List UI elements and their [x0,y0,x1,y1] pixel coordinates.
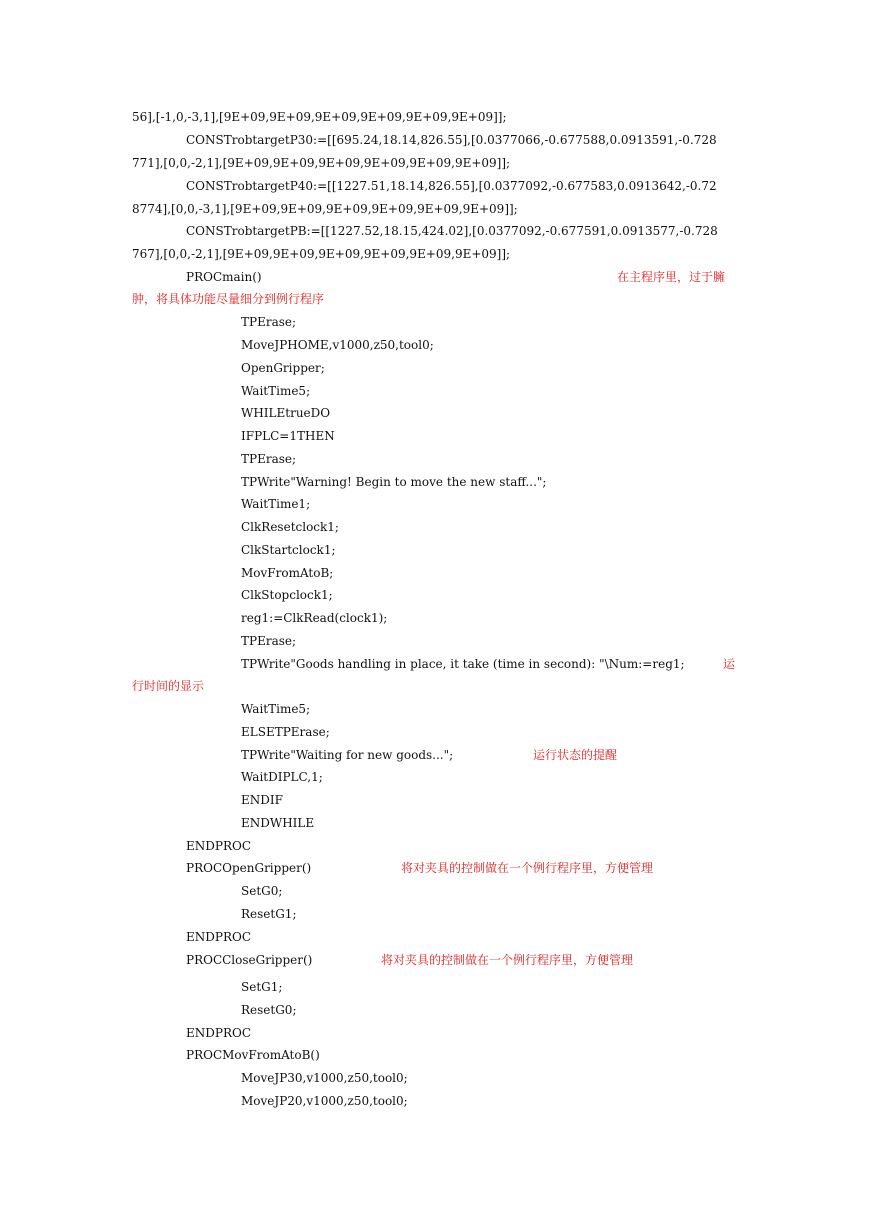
code-line: ENDPROC [186,930,252,944]
code-line: TPErase; [241,315,297,329]
code-line: 56],[-1,0,-3,1],[9E+09,9E+09,9E+09,9E+09,9E+09,9E+09]]; [132,110,507,124]
code-line: TPErase; [241,452,297,466]
code-line: ResetG0; [241,1003,297,1017]
code-line: CONSTrobtargetP30:=[[695.24,18.14,826.55],[0.0377066,-0.677588,0.0913591,-0.728 [186,133,717,147]
code-line: TPErase; [241,634,297,648]
code-line: WaitTime5; [241,384,311,398]
code-line: 8774],[0,0,-3,1],[9E+09,9E+09,9E+09,9E+09,9E+09,9E+09]]; [132,202,518,216]
code-line: OpenGripper; [241,361,325,375]
code-line: SetG1; [241,980,283,994]
annotation-note: 在主程序里，过于臃 [617,270,726,284]
code-line: PROCOpenGripper() [186,861,312,875]
code-line: IFPLC=1THEN [241,429,335,443]
code-line: MoveJPHOME,v1000,z50,tool0; [241,338,434,352]
code-line: CONSTrobtargetP40:=[[1227.51,18.14,826.55],[0.0377092,-0.677583,0.0913642,-0.72 [186,179,717,193]
code-line: TPWrite"Goods handling in place, it take (time in second): "\Num:=reg1; [241,657,685,671]
code-line: ENDPROC [186,839,252,853]
code-line: PROCMovFromAtoB() [186,1048,320,1062]
code-line: TPWrite"Warning! Begin to move the new staff..."; [241,475,547,489]
code-line: ENDWHILE [241,816,315,830]
code-line: PROCmain() [186,270,262,284]
code-line: WaitTime1; [241,497,311,511]
code-line: ENDPROC [186,1026,252,1040]
code-line: 771],[0,0,-2,1],[9E+09,9E+09,9E+09,9E+09,9E+09,9E+09]]; [132,156,511,170]
annotation-note: 将对夹具的控制做在一个例行程序里，方便管理 [381,953,634,967]
code-line: MovFromAtoB; [241,566,334,580]
annotation-note: 行时间的显示 [132,679,205,693]
code-line: WHILEtrueDO [241,406,331,420]
code-line: MoveJP20,v1000,z50,tool0; [241,1094,408,1108]
code-line: ResetG1; [241,907,297,921]
code-line: reg1:=ClkRead(clock1); [241,611,388,625]
code-line: ClkStartclock1; [241,543,336,557]
code-line: MoveJP30,v1000,z50,tool0; [241,1071,408,1085]
code-line: TPWrite"Waiting for new goods..."; [241,748,454,762]
code-line: ClkResetclock1; [241,520,339,534]
code-line: ENDIF [241,793,283,807]
code-line: WaitDIPLC,1; [241,770,323,784]
code-line: SetG0; [241,884,283,898]
code-line: 767],[0,0,-2,1],[9E+09,9E+09,9E+09,9E+09,9E+09,9E+09]]; [132,247,511,261]
code-line: ClkStopclock1; [241,588,333,602]
code-line: WaitTime5; [241,702,311,716]
annotation-note: 肿，将具体功能尽量细分到例行程序 [132,292,325,306]
code-line: CONSTrobtargetPB:=[[1227.52,18.15,424.02],[0.0377092,-0.677591,0.0913577,-0.728 [186,224,718,238]
annotation-note: 将对夹具的控制做在一个例行程序里，方便管理 [401,861,654,875]
annotation-note: 运 [723,657,736,671]
annotation-note: 运行状态的提醒 [533,748,618,762]
code-line: ELSETPErase; [241,725,330,739]
code-line: PROCCloseGripper() [186,953,313,967]
